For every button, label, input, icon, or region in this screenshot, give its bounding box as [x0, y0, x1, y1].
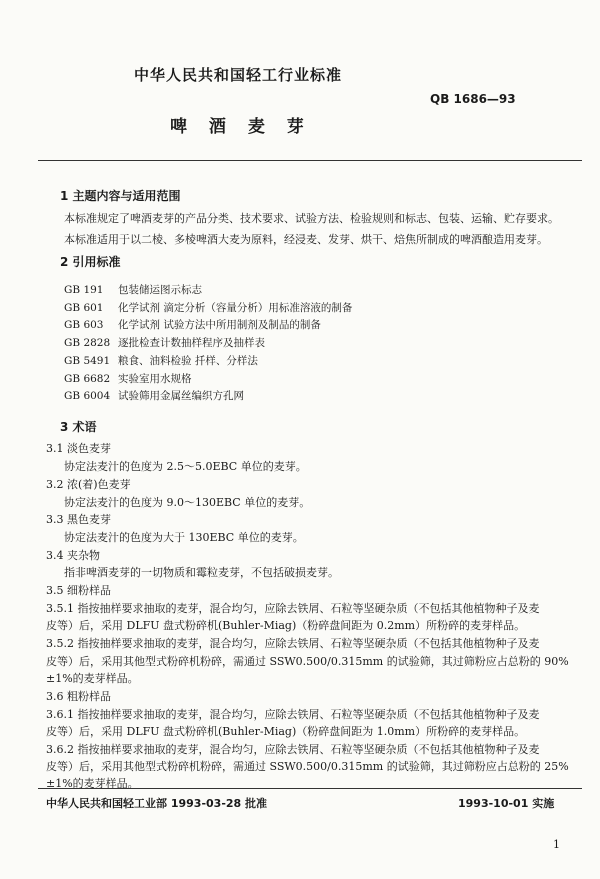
- reference-number: GB 6004: [64, 390, 111, 403]
- reference-number: GB 603: [64, 319, 104, 332]
- section-1-heading: 1 主题内容与适用范围: [60, 189, 181, 203]
- term-3-4-body: 指非啤酒麦芽的一切物质和霉粒麦芽，不包括破损麦芽。: [64, 566, 339, 579]
- term-3-5-title: 3.5 细粉样品: [46, 584, 111, 597]
- reference-number: GB 6682: [64, 372, 111, 385]
- term-3-3-title: 3.3 黑色麦芽: [46, 513, 111, 526]
- reference-number: GB 191: [64, 284, 104, 296]
- reference-item: [64, 335, 265, 350]
- section-3-heading: 3 术语: [60, 420, 97, 434]
- term-3-6-title: 3.6 粗粉样品: [46, 690, 111, 703]
- term-3-1-body: 协定法麦汁的色度为 2.5～5.0EBC 单位的麦芽。: [64, 460, 307, 473]
- page-number: 1: [553, 838, 560, 851]
- section-1-para-1: 本标准规定了啤酒麦芽的产品分类、技术要求、试验方法、检验规则和标志、包装、运输、贮存要求。: [64, 212, 559, 225]
- term-3-2-title: 3.2 浓(着)色麦芽: [46, 478, 131, 491]
- issuing-body: 中华人民共和国轻工行业标准: [134, 66, 343, 84]
- clause-3-5-2-line-2: 皮等）后，采用其他型式粉碎机粉碎，需通过 SSW0.500/0.315mm 的试验筛，其过筛粉应占总粉的 90%: [46, 655, 569, 668]
- section-2-heading: 2 引用标准: [60, 255, 121, 269]
- reference-number: GB 2828: [64, 337, 111, 350]
- reference-title: 化学试剂 试验方法中所用制剂及制品的制备: [118, 319, 321, 332]
- footer-divider: [38, 788, 582, 789]
- reference-title: 逐批检查计数抽样程序及抽样表: [118, 337, 265, 350]
- clause-3-5-1-line-1: 3.5.1 指按抽样要求抽取的麦芽，混合均匀，应除去铁屑、石粒等坚硬杂质（不包括其他植物种子及麦: [46, 602, 540, 615]
- reference-item: [64, 353, 258, 368]
- reference-title: 包装储运图示标志: [118, 284, 202, 296]
- reference-item: [64, 282, 202, 297]
- section-1-para-2: 本标准适用于以二棱、多棱啤酒大麦为原料，经浸麦、发芽、烘干、焙焦所制成的啤酒酿造用麦芽。: [64, 233, 548, 246]
- reference-item: [64, 371, 192, 386]
- approval-date: 中华人民共和国轻工业部 1993-03-28 批准: [46, 797, 268, 810]
- reference-item: [64, 388, 244, 403]
- clause-3-6-1-line-2: 皮等）后，采用 DLFU 盘式粉碎机(Buhler-Miag)（粉碎盘间距为 1.0mm）所粉碎的麦芽样品。: [46, 725, 526, 738]
- header-divider: [38, 160, 582, 161]
- reference-item: [64, 317, 321, 332]
- document-title: 啤 酒 麦 芽: [170, 117, 312, 137]
- reference-number: GB 5491: [64, 354, 111, 367]
- term-3-1-title: 3.1 淡色麦芽: [46, 442, 111, 455]
- clause-3-5-2-line-1: 3.5.2 指按抽样要求抽取的麦芽，混合均匀，应除去铁屑、石粒等坚硬杂质（不包括其他植物种子及麦: [46, 637, 540, 650]
- clause-3-6-2-line-3: ±1%的麦芽样品。: [46, 777, 139, 790]
- standard-code: QB 1686—93: [430, 92, 516, 106]
- clause-3-6-2-line-2: 皮等）后，采用其他型式粉碎机粉碎，需通过 SSW0.500/0.315mm 的试验筛，其过筛粉应占总粉的 25%: [46, 760, 569, 773]
- clause-3-5-2-line-3: ±1%的麦芽样品。: [46, 672, 139, 685]
- effective-date: 1993-10-01 实施: [458, 797, 555, 810]
- clause-3-5-1-line-2: 皮等）后，采用 DLFU 盘式粉碎机(Buhler-Miag)（粉碎盘间距为 0.2mm）所粉碎的麦芽样品。: [46, 619, 526, 632]
- term-3-4-title: 3.4 夹杂物: [46, 549, 100, 562]
- reference-title: 粮食、油料检验 扦样、分样法: [118, 354, 258, 367]
- reference-title: 实验室用水规格: [118, 372, 192, 385]
- reference-title: 试验筛用金属丝编织方孔网: [118, 390, 244, 403]
- term-3-2-body: 协定法麦汁的色度为 9.0～130EBC 单位的麦芽。: [64, 496, 311, 509]
- clause-3-6-2-line-1: 3.6.2 指按抽样要求抽取的麦芽，混合均匀，应除去铁屑、石粒等坚硬杂质（不包括其他植物种子及麦: [46, 743, 540, 756]
- reference-number: GB 601: [64, 301, 104, 314]
- reference-title: 化学试剂 滴定分析（容量分析）用标准溶液的制备: [118, 301, 353, 314]
- clause-3-6-1-line-1: 3.6.1 指按抽样要求抽取的麦芽，混合均匀，应除去铁屑、石粒等坚硬杂质（不包括其他植物种子及麦: [46, 708, 540, 721]
- reference-item: [64, 300, 352, 315]
- term-3-3-body: 协定法麦汁的色度为大于 130EBC 单位的麦芽。: [64, 531, 304, 544]
